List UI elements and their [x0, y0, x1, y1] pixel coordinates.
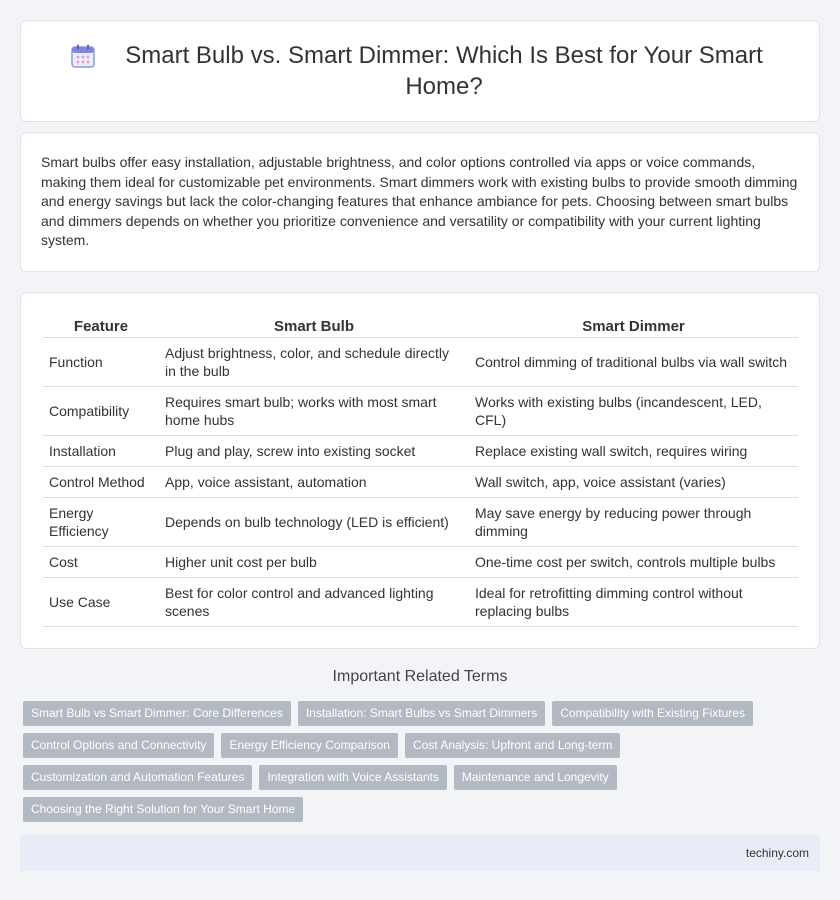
smart-dimmer-cell: One-time cost per switch, controls multiple bulbs — [469, 547, 798, 578]
header-smart-dimmer: Smart Dimmer — [469, 313, 798, 338]
smart-bulb-cell: Adjust brightness, color, and schedule directly in the bulb — [159, 338, 469, 387]
smart-dimmer-cell: Replace existing wall switch, requires wiring — [469, 436, 798, 467]
footer-site-link[interactable]: techiny.com — [745, 846, 809, 860]
smart-bulb-cell: Higher unit cost per bulb — [159, 547, 469, 578]
table-row — [43, 547, 798, 578]
smart-bulb-cell: Requires smart bulb; works with most smart home hubs — [159, 387, 469, 436]
table-row — [43, 467, 798, 498]
header-smart-bulb: Smart Bulb — [159, 313, 469, 338]
table-row — [43, 498, 798, 547]
smart-bulb-cell: Depends on bulb technology (LED is efficient) — [159, 498, 469, 547]
intro-paragraph: Smart bulbs offer easy installation, adjustable brightness, and color options controlled via apps or voice commands, making them ideal for customizable pet environments. Smart dimmers work with existing bulbs to provide smooth dimming and energy savings but lack the color-changing features that enhance ambiance for pets. Choosing between smart bulbs and dimmers depends on whether you prioritize convenience and versatility or compatibility with your current lighting system. — [41, 154, 798, 248]
smart-bulb-cell: Best for color control and advanced lighting scenes — [159, 578, 469, 627]
table-row — [43, 387, 798, 436]
table-row — [43, 578, 798, 627]
title-card — [20, 20, 820, 122]
smart-bulb-cell: App, voice assistant, automation — [159, 467, 469, 498]
smart-dimmer-cell: Ideal for retrofitting dimming control without replacing bulbs — [469, 578, 798, 627]
related-term-tag[interactable]: Cost Analysis: Upfront and Long-term — [405, 733, 620, 758]
smart-dimmer-cell: Control dimming of traditional bulbs via wall switch — [469, 338, 798, 387]
calendar-icon — [70, 43, 96, 69]
comparison-card — [20, 292, 820, 649]
feature-cell: Cost — [43, 547, 159, 578]
intro-card — [20, 132, 820, 272]
related-term-tag[interactable]: Compatibility with Existing Fixtures — [552, 701, 753, 726]
related-term-tag[interactable]: Installation: Smart Bulbs vs Smart Dimmers — [298, 701, 545, 726]
related-term-tag[interactable]: Choosing the Right Solution for Your Smart Home — [23, 797, 303, 822]
related-term-tag[interactable]: Integration with Voice Assistants — [259, 765, 446, 790]
feature-cell: Use Case — [43, 578, 159, 627]
smart-bulb-cell: Plug and play, screw into existing socket — [159, 436, 469, 467]
table-header-row — [43, 313, 798, 338]
smart-dimmer-cell: Wall switch, app, voice assistant (varies) — [469, 467, 798, 498]
header-feature: Feature — [43, 313, 159, 338]
comparison-table — [43, 313, 798, 627]
table-row — [43, 436, 798, 467]
feature-cell: Energy Efficiency — [43, 498, 159, 547]
smart-dimmer-cell: May save energy by reducing power through dimming — [469, 498, 798, 547]
feature-cell: Installation — [43, 436, 159, 467]
related-terms-title: Important Related Terms — [332, 668, 508, 685]
title-wrap — [70, 40, 770, 102]
related-terms-list — [23, 701, 803, 829]
related-term-tag[interactable]: Control Options and Connectivity — [23, 733, 214, 758]
feature-cell: Function — [43, 338, 159, 387]
smart-dimmer-cell: Works with existing bulbs (incandescent, LED, CFL) — [469, 387, 798, 436]
feature-cell: Compatibility — [43, 387, 159, 436]
footer — [20, 835, 820, 871]
related-term-tag[interactable]: Maintenance and Longevity — [454, 765, 617, 790]
related-term-tag[interactable]: Energy Efficiency Comparison — [221, 733, 398, 758]
feature-cell: Control Method — [43, 467, 159, 498]
table-row — [43, 338, 798, 387]
page-title: Smart Bulb vs. Smart Dimmer: Which Is Best for Your Smart Home? — [125, 42, 763, 100]
related-term-tag[interactable]: Smart Bulb vs Smart Dimmer: Core Differences — [23, 701, 291, 726]
related-term-tag[interactable]: Customization and Automation Features — [23, 765, 252, 790]
